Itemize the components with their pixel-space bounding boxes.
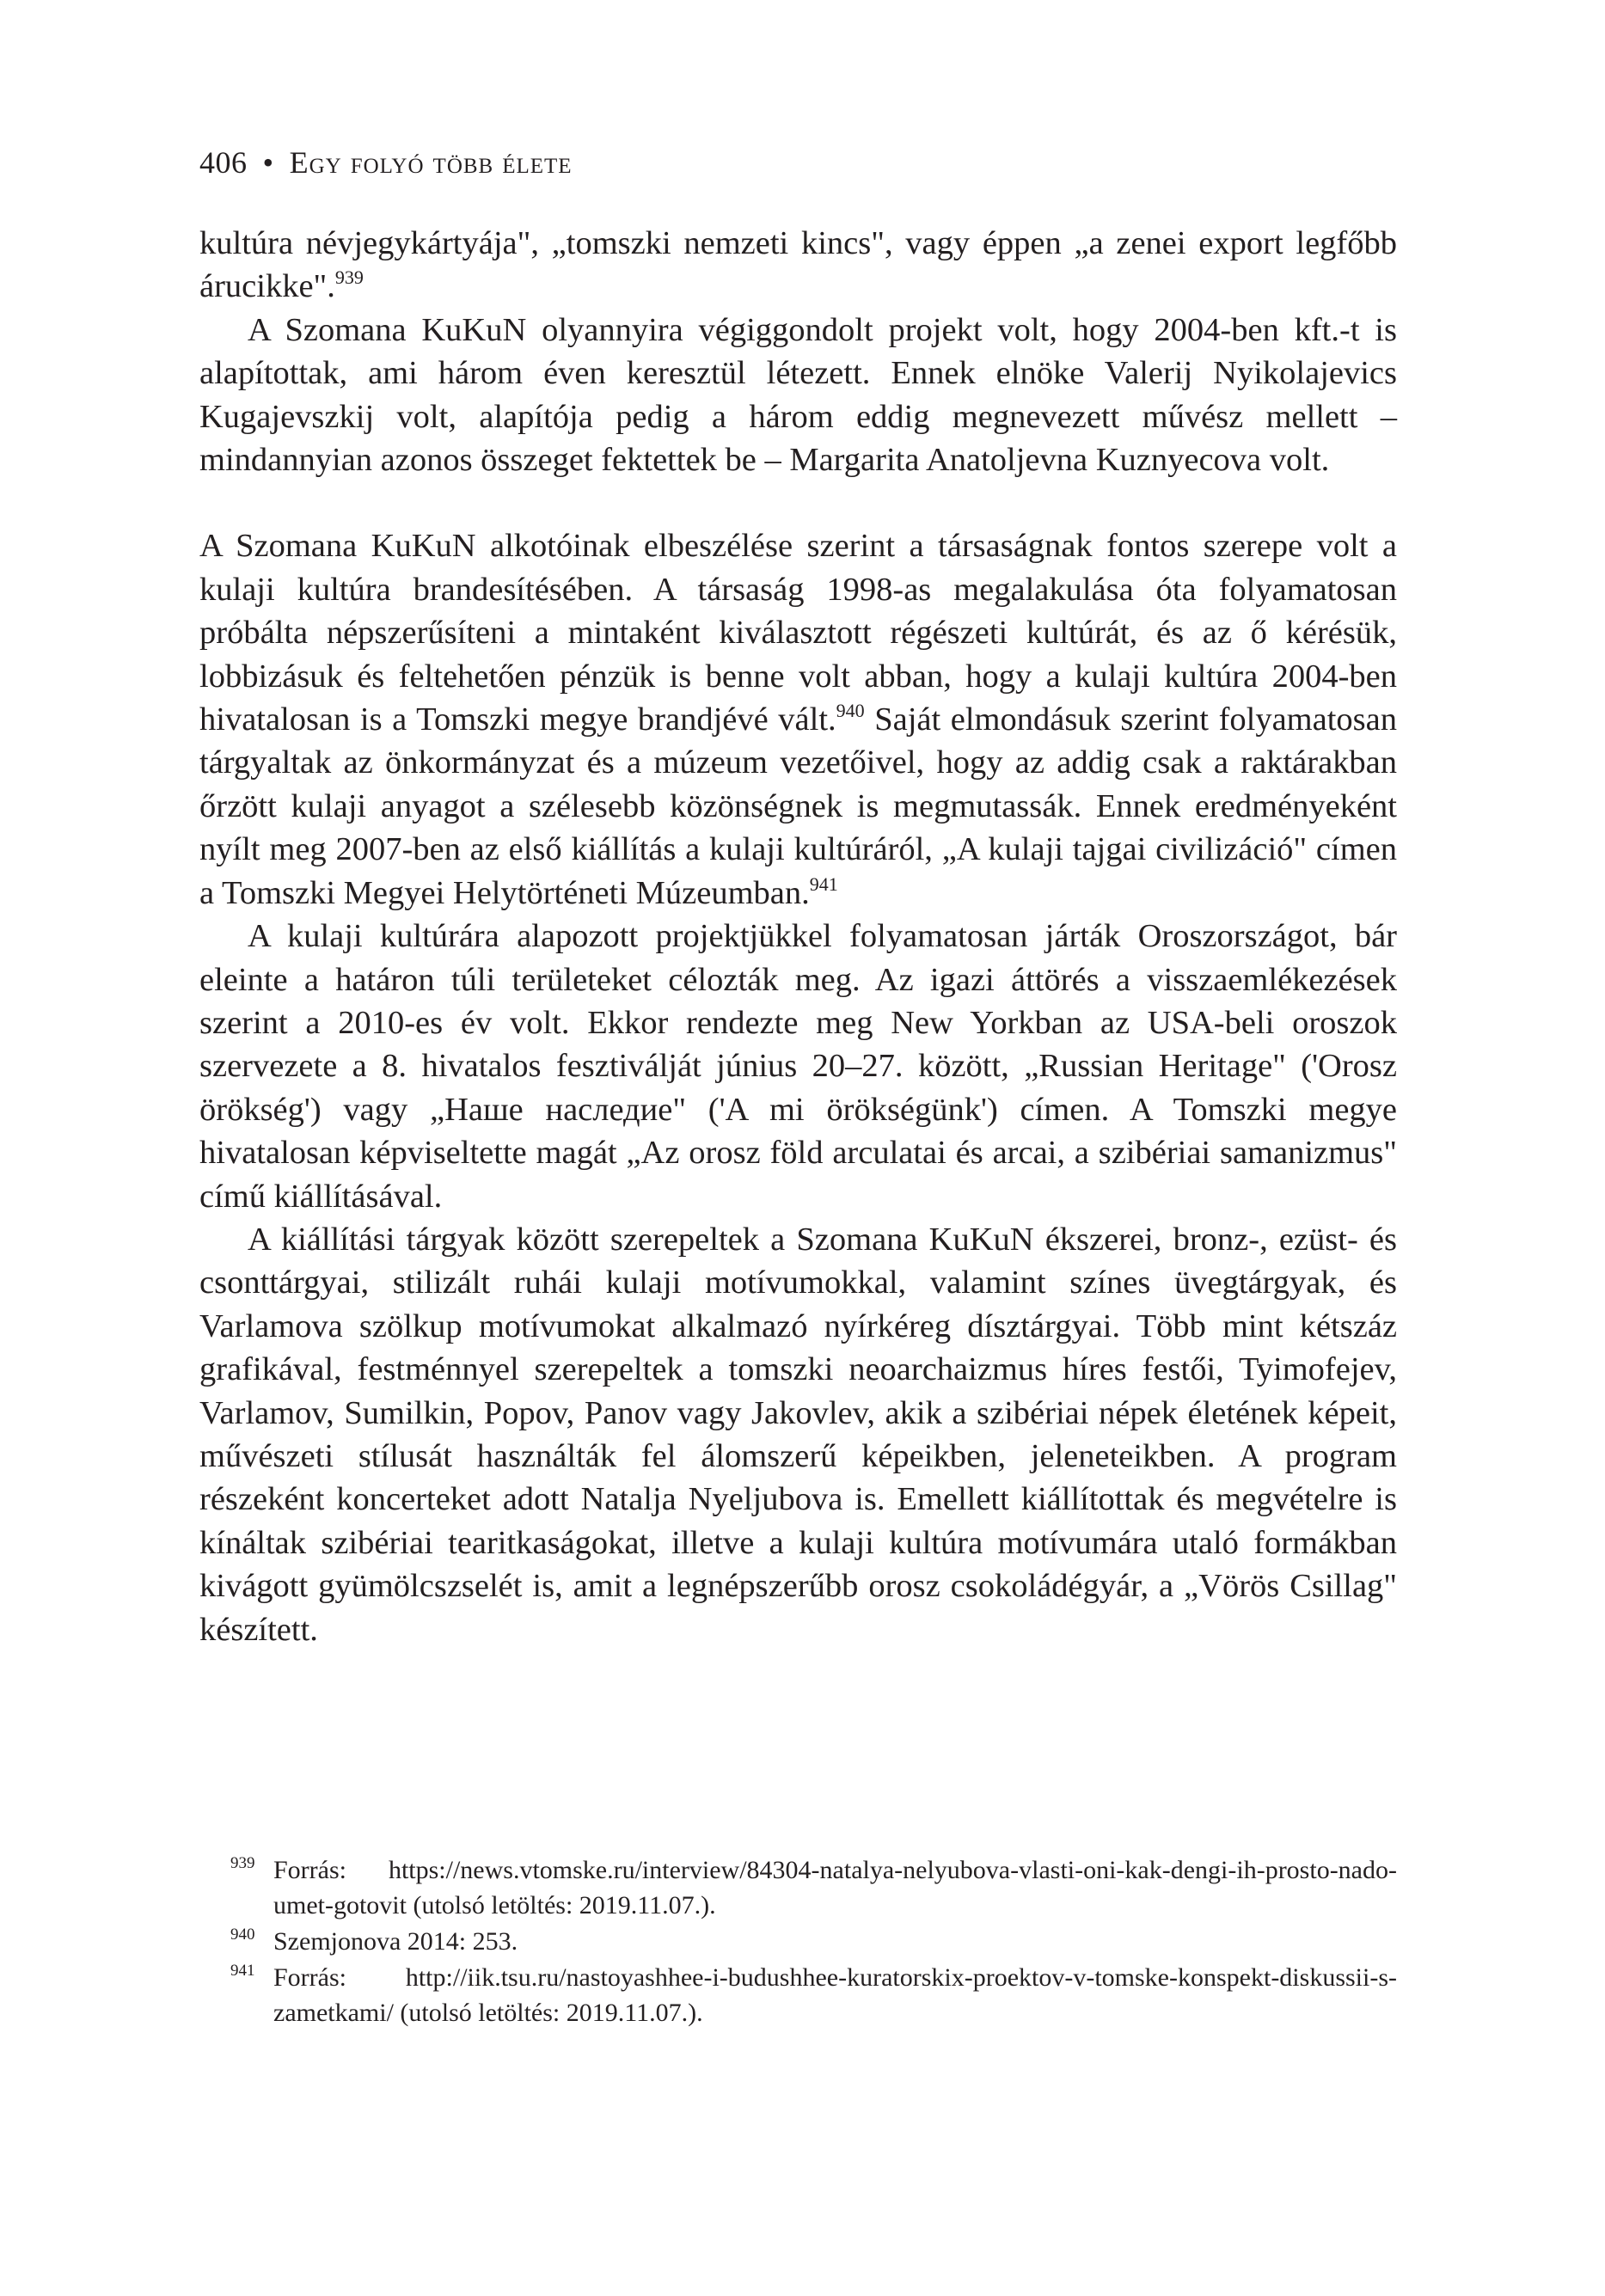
footnote-number: 941 xyxy=(230,1962,255,1980)
paragraph xyxy=(199,309,1397,482)
footnote xyxy=(199,1924,1397,1959)
footnotes xyxy=(199,1852,1397,2031)
footnote-number: 939 xyxy=(230,1854,255,1872)
footnote-ref: 941 xyxy=(809,872,838,895)
paragraph-text: A Szomana KuKuN alkotóinak elbeszélése szerint a társaságnak fontos szerepe volt a kulaji kultúra brandesítésében. A társaság 1998-as megalakulása óta folyamatosan próbálta népszerűsíteni a mintaként kiválasztott régészeti kultúrát, és az ő kérésük, lobbizásuk és feltehetően pénzük is benne volt abban, hogy a kulaji kultúra 2004-ben hivatalosan is a Tomszki megye brandjévé vált. xyxy=(199,528,1397,738)
paragraph xyxy=(199,1218,1397,1651)
paragraph-text: kultúra névjegykártyája", „tomszki nemzeti kincs", vagy éppen „a zenei export legfőbb árucikke". xyxy=(199,225,1397,305)
main-text xyxy=(199,222,1397,1651)
footnote xyxy=(199,1852,1397,1923)
paragraph-text: A kulaji kultúrára alapozott projektjükkel folyamatosan járták Oroszországot, bár eleinte a határon túli területeket célozták meg. Az igazi áttörés a visszaemlékezések szerint a 2010-es év volt. Ekkor rendezte meg New Yorkban az USA-beli oroszok szervezete a 8. hivatalos fesztiválját június 20–27. között, „Russian Heritage" ('Orosz örökség') vagy „Наше наследие" ('A mi örökségünk') címen. A Tomszki megye hivatalosan képviseltette magát „Az orosz föld arculatai és arcai, a szibériai samanizmus" című kiállításával. xyxy=(199,918,1397,1215)
footnote-ref: 940 xyxy=(836,700,865,722)
header-separator: • xyxy=(262,145,274,180)
paragraph-text: Saját elmondásuk szerint folyamatosan tárgyaltak az önkormányzat és a múzeum vezetőivel, hogy az addig csak a raktárakban őrzött kulaji anyagot a szélesebb közönségnek is megmutassák. Ennek eredményeként nyílt meg 2007-ben az első kiállítás a kulaji kultúráról, „A kulaji tajgai civilizáció" címen a Tomszki Megyei Helytörténeti Múzeumban. xyxy=(199,701,1397,911)
page-number: 406 xyxy=(199,145,248,180)
running-title: Egy folyó több élete xyxy=(289,145,573,180)
paragraph xyxy=(199,222,1397,309)
paragraph xyxy=(199,915,1397,1218)
footnote-text: Szemjonova 2014: 253. xyxy=(273,1927,518,1956)
running-header xyxy=(199,144,573,181)
footnote xyxy=(199,1960,1397,2030)
footnote-text: Forrás: https://news.vtomske.ru/interview/84304-natalya-nelyubova-vlasti-oni-kak-dengi-ih-prosto-nado-umet-gotovit (utolsó letöltés: 2019.11.07.). xyxy=(273,1856,1397,1919)
paragraph-text: A kiállítási tárgyak között szerepeltek a Szomana KuKuN ékszerei, bronz-, ezüst- és csonttárgyai, stilizált ruhái kulaji motívumokkal, valamint színes üvegtárgyak, és Varlamova szölkup motívumokat alkalmazó nyírkéreg dísztárgyai. Több mint kétszáz grafikával, festménnyel szerepeltek a tomszki neoarchaizmus híres festői, Tyimofejev, Varlamov, Sumilkin, Popov, Panov vagy Jakovlev, akik a szibériai népek életének képeit, művészeti stílusát használták fel álomszerű képeikben, jeleneteikben. A program részeként koncerteket adott Natalja Nyeljubova is. Emellett kiállítottak és megvételre is kínáltak szibériai tearitkaságokat, illetve a kulaji kultúra motívumára utaló formákban kivágott gyümölcszselét is, amit a legnépszerűbb orosz csokoládégyár, a „Vörös Csillag" készített. xyxy=(199,1221,1397,1648)
paragraph xyxy=(199,524,1397,915)
paragraph-text: A Szomana KuKuN olyannyira végiggondolt projekt volt, hogy 2004-ben kft.-t is alapítottak, ami három éven keresztül létezett. Ennek elnöke Valerij Nyikolajevics Kugajevszkij volt, alapítója pedig a három eddig megnevezett művész mellett – mindannyian azonos összeget fektettek be – Margarita Anatoljevna Kuznyecova volt. xyxy=(199,311,1397,479)
footnote-number: 940 xyxy=(230,1926,255,1944)
footnote-text: Forrás: http://iik.tsu.ru/nastoyashhee-i-budushhee-kuratorskix-proektov-v-tomske-konspekt-diskussii-s-zametkami/ (utolsó letöltés: 2019.11.07.). xyxy=(273,1963,1397,2027)
footnote-ref: 939 xyxy=(334,266,364,289)
